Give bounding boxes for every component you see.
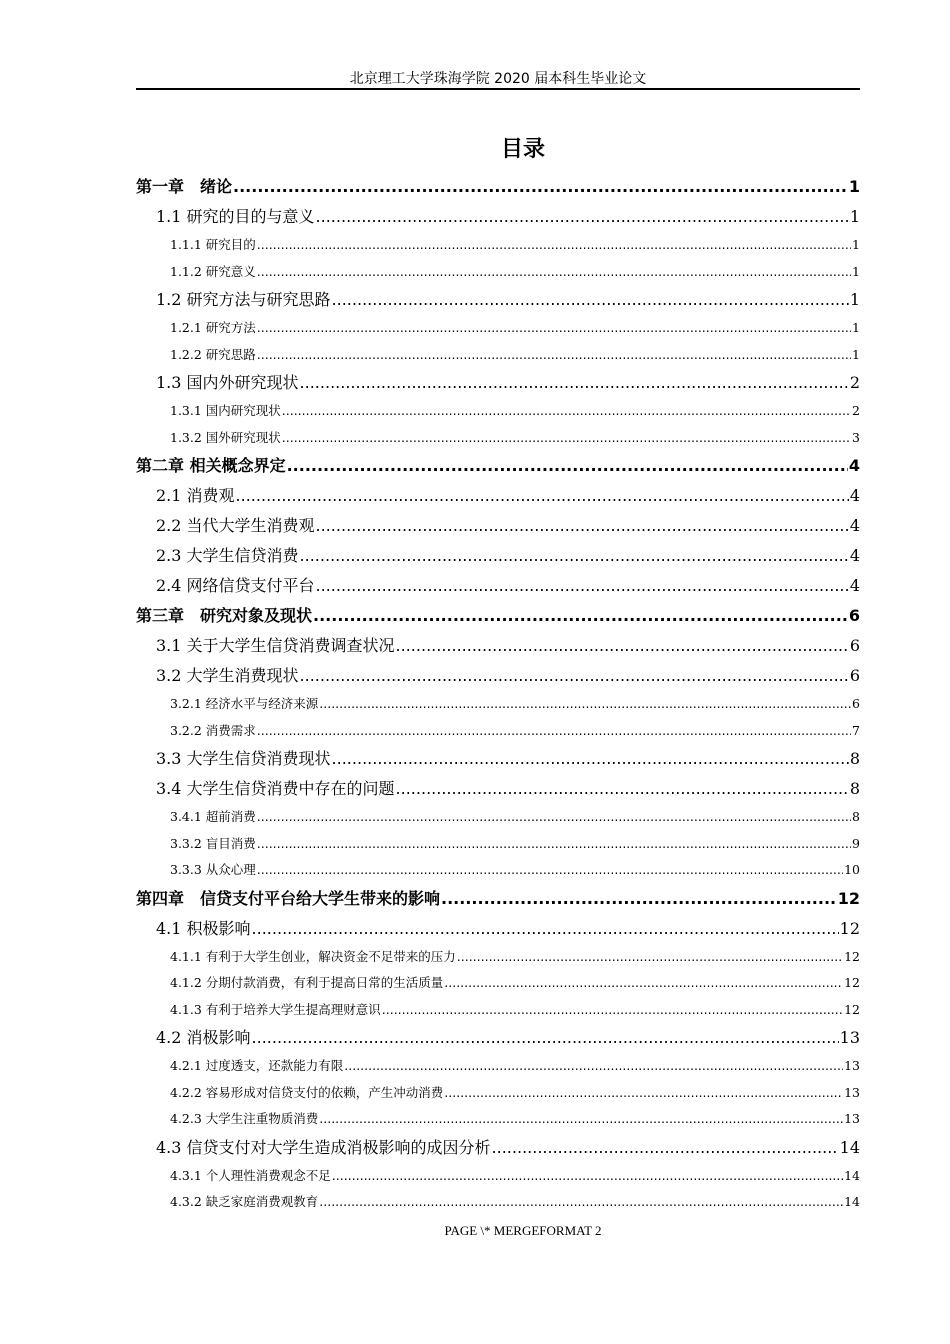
- toc-dot-leader: [457, 944, 843, 971]
- toc-dot-leader: [444, 1080, 843, 1107]
- toc-entry-label: 1.1 研究的目的与意义: [156, 207, 315, 226]
- toc-entry-level-3[interactable]: [136, 1053, 860, 1080]
- toc-entry-label: 2.2 当代大学生消费观: [156, 516, 315, 535]
- toc-dot-leader: [287, 451, 848, 481]
- toc-dot-leader: [252, 1023, 839, 1053]
- toc-entry-level-2[interactable]: [136, 541, 860, 571]
- toc-entry-label: 1.3 国内外研究现状: [156, 373, 299, 392]
- toc-entry-label: 4.3.2 缺乏家庭消费观教育: [170, 1194, 319, 1209]
- toc-entry-page-number: 2: [852, 403, 860, 418]
- toc-entry-label: 第二章 相关概念界定: [136, 456, 286, 475]
- toc-dot-leader: [319, 1189, 843, 1216]
- toc-entry-page-number: 4: [849, 546, 860, 565]
- toc-entry-page-number: 12: [844, 948, 860, 964]
- toc-dot-leader: [332, 1163, 843, 1190]
- toc-dot-leader: [396, 631, 849, 661]
- page-footer: PAGE \* MERGEFORMAT 2: [444, 1223, 602, 1238]
- toc-dot-leader: [257, 804, 851, 831]
- running-header: 北京理工大学珠海学院 2020 届本科生毕业论文: [349, 71, 647, 87]
- toc-entry-label: 1.2.2 研究思路: [170, 346, 256, 362]
- toc-entry-level-2[interactable]: [136, 1023, 860, 1053]
- toc-entry-label: 3.2 大学生消费现状: [156, 666, 299, 685]
- header-rule: [136, 88, 860, 90]
- toc-entry-page-number: 1: [852, 237, 860, 252]
- toc-entry-page-number: 10: [844, 862, 860, 877]
- toc-dot-leader: [300, 368, 849, 398]
- toc-entry-level-3[interactable]: [136, 342, 860, 369]
- toc-dot-leader: [313, 601, 848, 631]
- toc-entry-page-number: 4: [849, 486, 860, 505]
- toc-dot-leader: [441, 884, 837, 914]
- toc-entry-page-number: 13: [844, 1111, 860, 1126]
- toc-entry-level-2[interactable]: [136, 661, 860, 691]
- toc-entry-page-number: 13: [844, 1084, 860, 1100]
- toc-entry-level-2[interactable]: [136, 631, 860, 661]
- toc-entry-page-number: 4: [849, 576, 860, 595]
- toc-entry-page-number: 13: [839, 1028, 860, 1047]
- toc-entry-label: 1.3.2 国外研究现状: [170, 429, 281, 445]
- toc-entry-label: 4.2.2 容易形成对信贷支付的依赖，产生冲动消费: [170, 1084, 444, 1100]
- toc-dot-leader: [282, 398, 851, 425]
- toc-entry-label: 3.3.2 盲目消费: [170, 835, 256, 851]
- toc-entry-label: 4.1.2 分期付款消费，有利于提高日常的生活质量: [170, 975, 444, 990]
- toc-dot-leader: [257, 718, 851, 745]
- toc-entry-label: 1.1.2 研究意义: [170, 263, 256, 279]
- toc-entry-label: 2.1 消费观: [156, 486, 235, 505]
- toc-entry-label: 第一章 绪论: [136, 177, 233, 196]
- toc-dot-leader: [300, 541, 849, 571]
- toc-entry-page-number: 7: [852, 722, 860, 738]
- toc-entry-label: 4.3.1 个人理性消费观念不足: [170, 1167, 331, 1183]
- toc-entry-page-number: 6: [848, 606, 860, 625]
- toc-entry-level-3[interactable]: [136, 857, 860, 884]
- toc-entry-page-number: 6: [849, 636, 860, 655]
- toc-entry-level-2[interactable]: [136, 202, 860, 232]
- toc-dot-leader: [316, 202, 849, 232]
- toc-entry-page-number: 1: [852, 320, 860, 335]
- table-of-contents: [136, 172, 860, 1216]
- toc-entry-level-2[interactable]: [136, 481, 860, 511]
- toc-entry-level-3[interactable]: [136, 1163, 860, 1190]
- toc-entry-level-3[interactable]: [136, 259, 860, 286]
- toc-dot-leader: [319, 1106, 843, 1133]
- toc-dot-leader: [257, 232, 851, 259]
- toc-entry-label: 2.3 大学生信贷消费: [156, 546, 299, 565]
- toc-entry-page-number: 1: [849, 207, 860, 226]
- toc-entry-label: 4.1.1 有利于大学生创业，解决资金不足带来的压力: [170, 948, 456, 964]
- toc-entry-label: 4.1 积极影响: [156, 918, 251, 938]
- toc-entry-page-number: 14: [844, 1167, 860, 1183]
- toc-entry-page-number: 12: [839, 918, 860, 938]
- toc-dot-leader: [257, 857, 843, 884]
- toc-entry-level-3[interactable]: [136, 1189, 860, 1216]
- toc-entry-page-number: 12: [844, 975, 860, 990]
- toc-entry-level-3[interactable]: [136, 232, 860, 259]
- toc-dot-leader: [236, 481, 849, 511]
- toc-entry-page-number: 12: [844, 1001, 860, 1017]
- toc-dot-leader: [316, 511, 849, 541]
- toc-entry-page-number: 8: [849, 749, 860, 768]
- toc-entry-label: 3.2.1 经济水平与经济来源: [170, 696, 319, 711]
- toc-dot-leader: [257, 831, 851, 858]
- toc-entry-label: 3.3.3 从众心理: [170, 862, 256, 877]
- toc-entry-page-number: 14: [844, 1194, 860, 1209]
- toc-dot-leader: [233, 172, 848, 202]
- toc-dot-leader: [257, 259, 851, 286]
- toc-entry-page-number: 3: [852, 429, 860, 445]
- toc-entry-level-1[interactable]: [136, 884, 860, 914]
- toc-entry-page-number: 1: [852, 346, 860, 362]
- toc-entry-page-number: 9: [852, 835, 860, 851]
- toc-entry-level-2[interactable]: [136, 285, 860, 315]
- toc-entry-level-2[interactable]: [136, 1133, 860, 1163]
- toc-dot-leader: [492, 1133, 839, 1163]
- toc-entry-level-1[interactable]: [136, 451, 860, 481]
- toc-dot-leader: [382, 997, 843, 1024]
- toc-entry-level-2[interactable]: [136, 914, 860, 944]
- toc-entry-level-3[interactable]: [136, 398, 860, 425]
- toc-entry-page-number: 13: [844, 1058, 860, 1073]
- toc-entry-page-number: 2: [849, 373, 860, 392]
- toc-title: 目录: [500, 137, 545, 162]
- toc-entry-label: 4.2.1 过度透支，还款能力有限: [170, 1058, 344, 1073]
- toc-entry-label: 3.2.2 消费需求: [170, 722, 256, 738]
- toc-dot-leader: [316, 571, 849, 601]
- toc-entry-level-3[interactable]: [136, 804, 860, 831]
- toc-entry-page-number: 14: [839, 1137, 860, 1157]
- toc-entry-level-2[interactable]: [136, 368, 860, 398]
- toc-entry-label: 3.1 关于大学生信贷消费调查状况: [156, 636, 395, 655]
- toc-entry-level-3[interactable]: [136, 691, 860, 718]
- toc-entry-level-2[interactable]: [136, 571, 860, 601]
- toc-entry-page-number: 6: [849, 666, 860, 685]
- toc-dot-leader: [282, 425, 851, 452]
- toc-entry-label: 4.2.3 大学生注重物质消费: [170, 1111, 319, 1126]
- toc-entry-level-3[interactable]: [136, 970, 860, 997]
- toc-dot-leader: [257, 342, 851, 369]
- toc-entry-page-number: 1: [848, 177, 860, 196]
- toc-entry-label: 4.3 信贷支付对大学生造成消极影响的成因分析: [156, 1137, 491, 1157]
- toc-entry-label: 3.4.1 超前消费: [170, 809, 256, 824]
- toc-entry-level-2[interactable]: [136, 744, 860, 774]
- toc-entry-label: 1.3.1 国内研究现状: [170, 403, 281, 418]
- toc-dot-leader: [332, 285, 849, 315]
- toc-entry-level-1[interactable]: [136, 172, 860, 202]
- toc-entry-label: 4.1.3 有利于培养大学生提高理财意识: [170, 1001, 381, 1017]
- toc-entry-label: 1.2.1 研究方法: [170, 320, 256, 335]
- toc-entry-page-number: 1: [852, 263, 860, 279]
- toc-entry-level-3[interactable]: [136, 425, 860, 452]
- toc-entry-level-3[interactable]: [136, 315, 860, 342]
- toc-entry-label: 4.2 消极影响: [156, 1028, 251, 1047]
- toc-dot-leader: [257, 315, 851, 342]
- toc-entry-page-number: 8: [849, 779, 860, 798]
- toc-entry-page-number: 1: [849, 290, 860, 309]
- toc-entry-level-3[interactable]: [136, 1080, 860, 1107]
- toc-dot-leader: [344, 1053, 843, 1080]
- toc-entry-level-3[interactable]: [136, 944, 860, 971]
- toc-entry-level-3[interactable]: [136, 997, 860, 1024]
- toc-dot-leader: [396, 774, 849, 804]
- toc-entry-page-number: 6: [852, 696, 860, 711]
- toc-entry-page-number: 8: [852, 809, 860, 824]
- toc-entry-level-3[interactable]: [136, 1106, 860, 1133]
- toc-entry-level-3[interactable]: [136, 831, 860, 858]
- toc-entry-page-number: 12: [837, 888, 860, 908]
- toc-entry-level-2[interactable]: [136, 774, 860, 804]
- toc-entry-label: 1.2 研究方法与研究思路: [156, 290, 331, 309]
- toc-entry-label: 第四章 信贷支付平台给大学生带来的影响: [136, 888, 441, 908]
- toc-dot-leader: [252, 914, 839, 944]
- toc-entry-page-number: 4: [848, 456, 860, 475]
- toc-entry-level-3[interactable]: [136, 718, 860, 745]
- toc-dot-leader: [444, 970, 843, 997]
- toc-entry-level-2[interactable]: [136, 511, 860, 541]
- toc-entry-label: 3.4 大学生信贷消费中存在的问题: [156, 779, 395, 798]
- toc-entry-label: 3.3 大学生信贷消费现状: [156, 749, 331, 768]
- toc-dot-leader: [300, 661, 849, 691]
- toc-dot-leader: [332, 744, 849, 774]
- toc-dot-leader: [319, 691, 851, 718]
- toc-entry-label: 2.4 网络信贷支付平台: [156, 576, 315, 595]
- toc-entry-label: 1.1.1 研究目的: [170, 237, 256, 252]
- toc-entry-page-number: 4: [849, 516, 860, 535]
- toc-entry-level-1[interactable]: [136, 601, 860, 631]
- toc-entry-label: 第三章 研究对象及现状: [136, 606, 313, 625]
